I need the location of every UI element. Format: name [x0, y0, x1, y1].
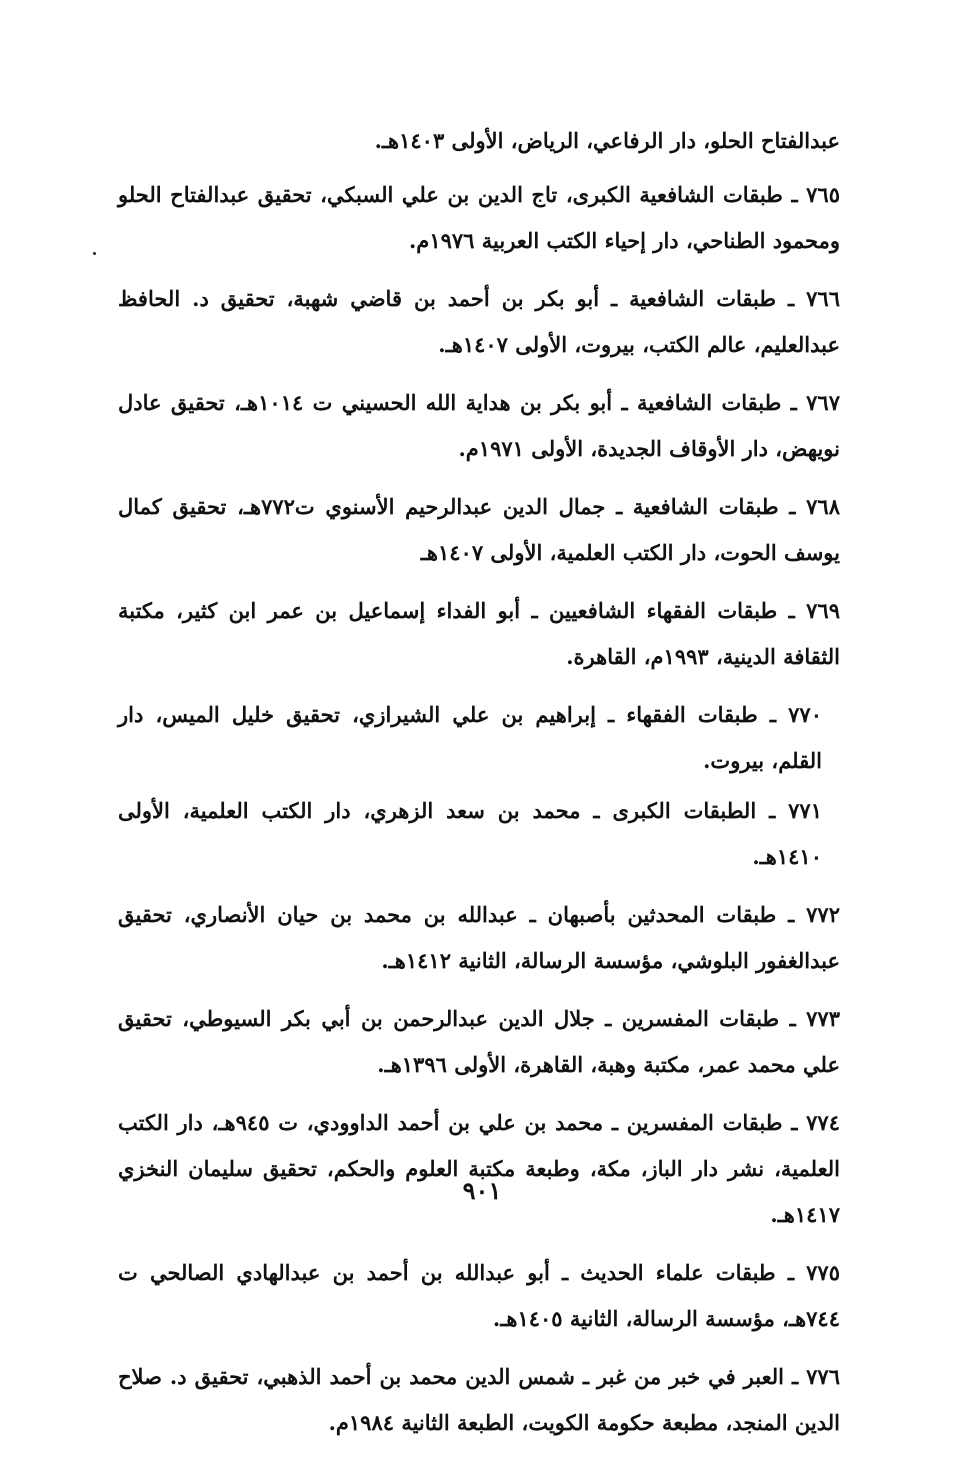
entry-775: ٧٧٥ ـ طبقات علماء الحديث ـ أبو عبدالله بن أحمد بن عبدالهادي الصالحي ت ٧٤٤هـ، مؤسسة الرسالة، الثانية ١٤٠٥هـ. — [118, 1260, 840, 1331]
entry-continuation: عبدالفتاح الحلو، دار الرفاعي، الرياض، الأولى ١٤٠٣هـ. — [374, 128, 840, 153]
entry-771: ٧٧١ ـ الطبقات الكبرى ـ محمد بن سعد الزهري، دار الكتب العلمية، الأولى ١٤١٠هـ. — [118, 798, 822, 869]
entry-772: ٧٧٢ ـ طبقات المحدثين بأصبهان ـ عبدالله بن محمد بن حيان الأنصاري، تحقيق عبدالغفور البلوشي، مؤسسة الرسالة، الثانية ١٤١٢هـ. — [118, 902, 840, 973]
references-list — [118, 118, 840, 1458]
entry-770: ٧٧٠ ـ طبقات الفقهاء ـ إبراهيم بن علي الشيرازي، تحقيق خليل الميس، دار القلم، بيروت. — [118, 702, 822, 773]
entry-769: ٧٦٩ ـ طبقات الفقهاء الشافعيين ـ أبو الفداء إسماعيل بن عمر ابن كثير، مكتبة الثقافة الدينية، ١٩٩٣م، القاهرة. — [118, 598, 840, 669]
entry-773: ٧٧٣ ـ طبقات المفسرين ـ جلال الدين عبدالرحمن بن أبي بكر السيوطي، تحقيق علي محمد عمر، مكتبة وهبة، القاهرة، الأولى ١٣٩٦هـ. — [118, 1006, 840, 1077]
entry-766: ٧٦٦ ـ طبقات الشافعية ـ أبو بكر بن أحمد بن قاضي شهبة، تحقيق د. الحافظ عبدالعليم، عالم الكتب، بيروت، الأولى ١٤٠٧هـ. — [118, 286, 840, 357]
entry-776: ٧٧٦ ـ العبر في خبر من غبر ـ شمس الدين محمد بن أحمد الذهبي، تحقيق د. صلاح الدين المنجد، مطبعة حكومة الكويت، الطبعة الثانية ١٩٨٤م. — [118, 1364, 840, 1435]
stray-mark — [93, 252, 96, 255]
entry-767: ٧٦٧ ـ طبقات الشافعية ـ أبو بكر بن هداية الله الحسيني ت ١٠١٤هـ، تحقيق عادل نويهض، دار الأوقاف الجديدة، الأولى ١٩٧١م. — [118, 390, 840, 461]
entry-774: ٧٧٤ ـ طبقات المفسرين ـ محمد بن علي بن أحمد الداوودي، ت ٩٤٥هـ، دار الكتب العلمية، نشر دار الباز، مكة، وطبعة مكتبة العلوم والحكم، تحقيق سليمان النخزي ١٤١٧هـ. — [118, 1110, 840, 1227]
page-number: ٩٠١ — [462, 1176, 502, 1205]
entry-768: ٧٦٨ ـ طبقات الشافعية ـ جمال الدين عبدالرحيم الأسنوي ت٧٧٢هـ، تحقيق كمال يوسف الحوت، دار الكتب العلمية، الأولى ١٤٠٧هـ — [118, 494, 840, 565]
entry-765: ٧٦٥ ـ طبقات الشافعية الكبرى، تاج الدين بن علي السبكي، تحقيق عبدالفتاح الحلو ومحمود الطناحي، دار إحياء الكتب العربية ١٩٧٦م. — [118, 182, 840, 253]
